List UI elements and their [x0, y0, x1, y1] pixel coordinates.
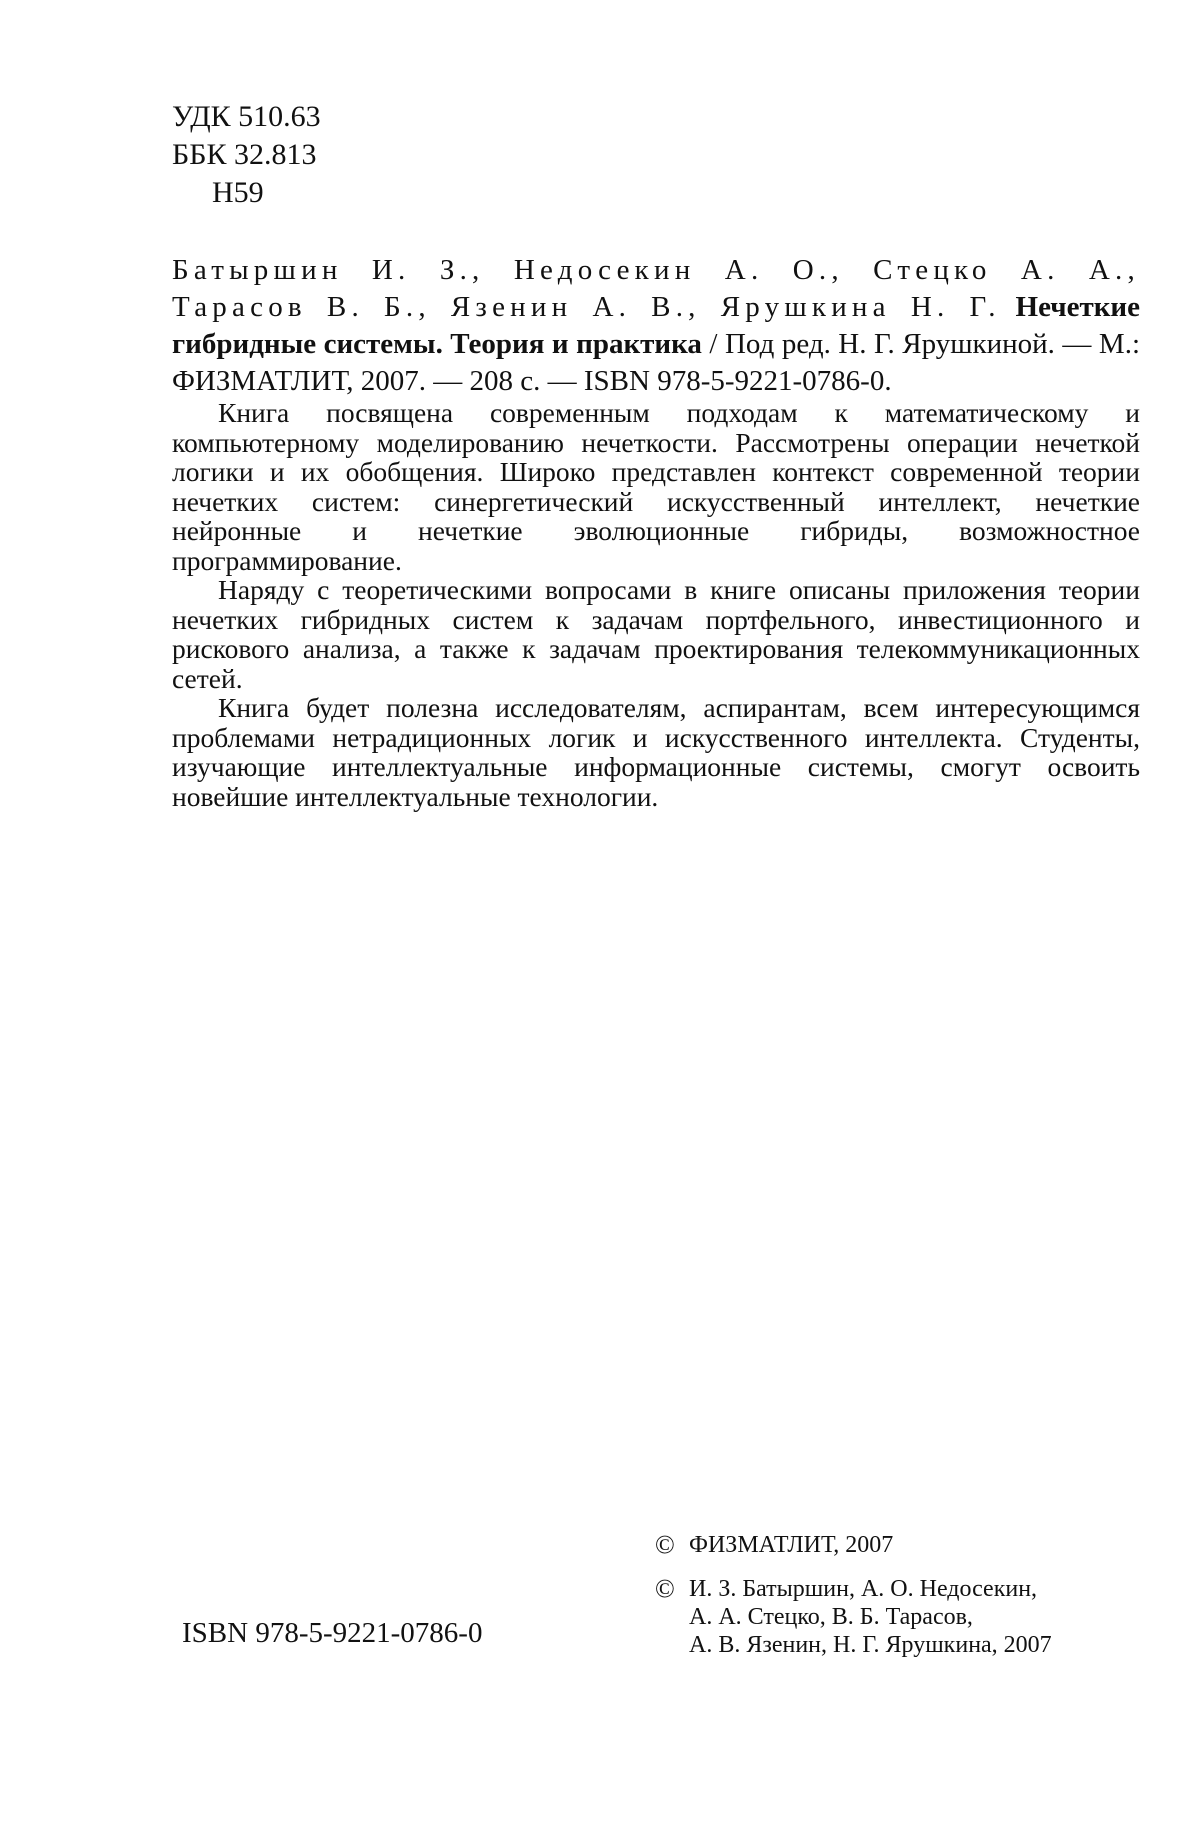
copyright-authors-line-1: И. З. Батыршин, А. О. Недосекин,: [689, 1576, 1038, 1602]
bibliographic-record: [172, 252, 1140, 400]
abstract-block: [172, 398, 1140, 811]
bbk-code: ББК 32.813: [172, 138, 317, 171]
isbn-number: ISBN 978-5-9221-0786-0: [182, 1617, 483, 1649]
copyright-icon: ©: [655, 1530, 675, 1559]
abstract-paragraph-1: Книга посвящена современным подходам к математическому и компьютерному моделированию нечеткости. Рассмотрены операции нечеткой логики и их обобщения. Широко представлен контекст современной теории нечетких систем: синергетический искусственный интеллект, нечеткие нейронные и нечеткие эволюционные гибриды, возможностное программирование.: [172, 397, 1140, 576]
copyright-block: [655, 1531, 1135, 1659]
copyright-publisher: ФИЗМАТЛИТ, 2007: [689, 1532, 894, 1558]
copyright-authors-row: [655, 1575, 1135, 1659]
author-sign-code: Н59: [212, 176, 264, 209]
copyright-authors-line-2: А. А. Стецко, В. Б. Тарасов,: [689, 1604, 973, 1630]
bibliographic-authors: Батыршин И. З., Недосекин А. О., Стецко А. А., Тарасов В. Б., Язенин А. В., Ярушкина Н. Г.: [172, 254, 1140, 323]
abstract-paragraph-3: Книга будет полезна исследователям, аспирантам, всем интересующимся проблемами нетрадиционных логик и искусственного интеллекта. Студенты, изучающие интеллектуальные информационные системы, смогут освоить новейшие интеллектуальные технологии.: [172, 692, 1140, 812]
abstract-paragraph-2: Наряду с теоретическими вопросами в книге описаны приложения теории нечетких гибридных систем к задачам портфельного, инвестиционного и рискового анализа, а также к задачам проектирования телекоммуникационных сетей.: [172, 574, 1140, 694]
bibliographic-details: / Под ред. Н. Г. Ярушкиной. — М.: ФИЗМАТЛИТ, 2007. — 208 с. — ISBN 978-5-9221-0786-0.: [172, 328, 1140, 397]
copyright-publisher-row: [655, 1531, 1135, 1559]
copyright-authors-line-3: А. В. Язенин, Н. Г. Ярушкина, 2007: [689, 1632, 1052, 1658]
book-title: Нечеткие гибридные системы. Теория и практика: [172, 291, 1141, 360]
classification-block: [172, 98, 321, 212]
copyright-icon: ©: [655, 1574, 675, 1603]
udk-code: УДК 510.63: [172, 100, 321, 133]
